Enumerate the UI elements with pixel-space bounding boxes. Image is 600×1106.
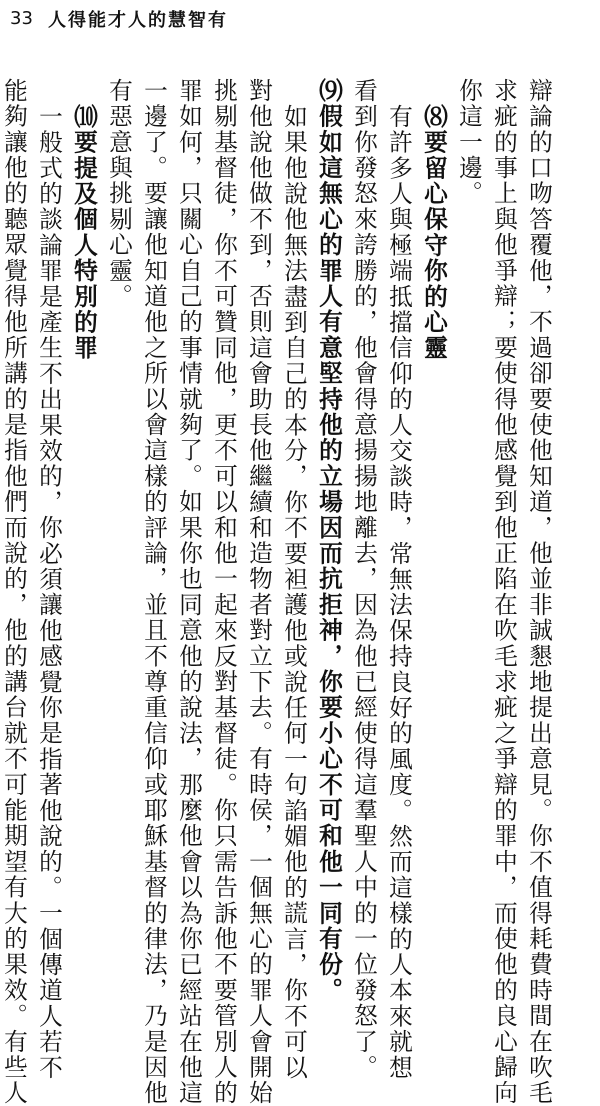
text-column-16: 能夠讓他的聽眾覺得他所講的是指他們而說的，他的講台就不可能期望有大的果效。有些人 xyxy=(0,78,28,1106)
page-number: 33 xyxy=(10,8,33,29)
section-heading-10: ⑽要提及個人特別的罪 xyxy=(70,104,98,361)
text-column-10: 挑剔基督徒，你不可贊同他，更不可以和他一起來反對基督徒。你只需告訴他不要管別人的 xyxy=(210,78,238,1106)
text-column-9: 對他說他做不到，否則這會助長他繼續和造物者對立下去。有時侯，一個無心的罪人會開始 xyxy=(245,78,273,1106)
text-column-3: 你這一邊。 xyxy=(455,78,483,207)
vertical-text-body xyxy=(0,78,600,1106)
section-heading-9: ⑼假如這無心的罪人有意堅持他的立場因而抗拒神，你要小心不可和他一同有份。 xyxy=(315,78,343,1004)
text-column-11: 罪如何，只關心自己的事情就夠了。如果你也同意他的說法，那麼他會以為你已經站在他這 xyxy=(175,78,203,1106)
running-title: 人得能才人的慧智有 xyxy=(48,10,228,31)
text-column-8: 如果他說他無法盡到自己的本分，你不要袒護他或說任何一句諂媚他的謊言，你不可以 xyxy=(280,104,308,1081)
text-column-5: 有許多人與極端抵擋信仰的人交談時，常無法保持良好的風度。然而這樣的人本來就想 xyxy=(385,104,413,1081)
page-header xyxy=(0,0,600,40)
text-column-2: 求疵的事上與他爭辯；要使得他感覺到他正陷在吹毛求疵之爭辯的罪中，而使他的良心歸向 xyxy=(490,78,518,1106)
text-column-1: 辯論的口吻答覆他，不過卻要使他知道，他並非誠懇地提出意見。你不值得耗費時間在吹毛 xyxy=(525,78,553,1106)
text-column-15: 一般式的談論罪是產生不出果效的，你必須讓他感覺你是指著他說的。一個傳道人若不 xyxy=(35,104,63,1081)
section-heading-8: ⑻要留心保守你的心靈 xyxy=(420,104,448,361)
text-column-6: 看到你發怒來誇勝的，他會得意揚揚地離去，因為他已經使得這羣聖人中的一位發怒了。 xyxy=(350,78,378,1081)
text-column-13: 有惡意與挑剔心靈。 xyxy=(105,78,133,310)
text-column-12: 一邊了。要讓他知道他之所以會這樣的評論，並且不尊重信仰或耶穌基督的律法，乃是因他 xyxy=(140,78,168,1106)
